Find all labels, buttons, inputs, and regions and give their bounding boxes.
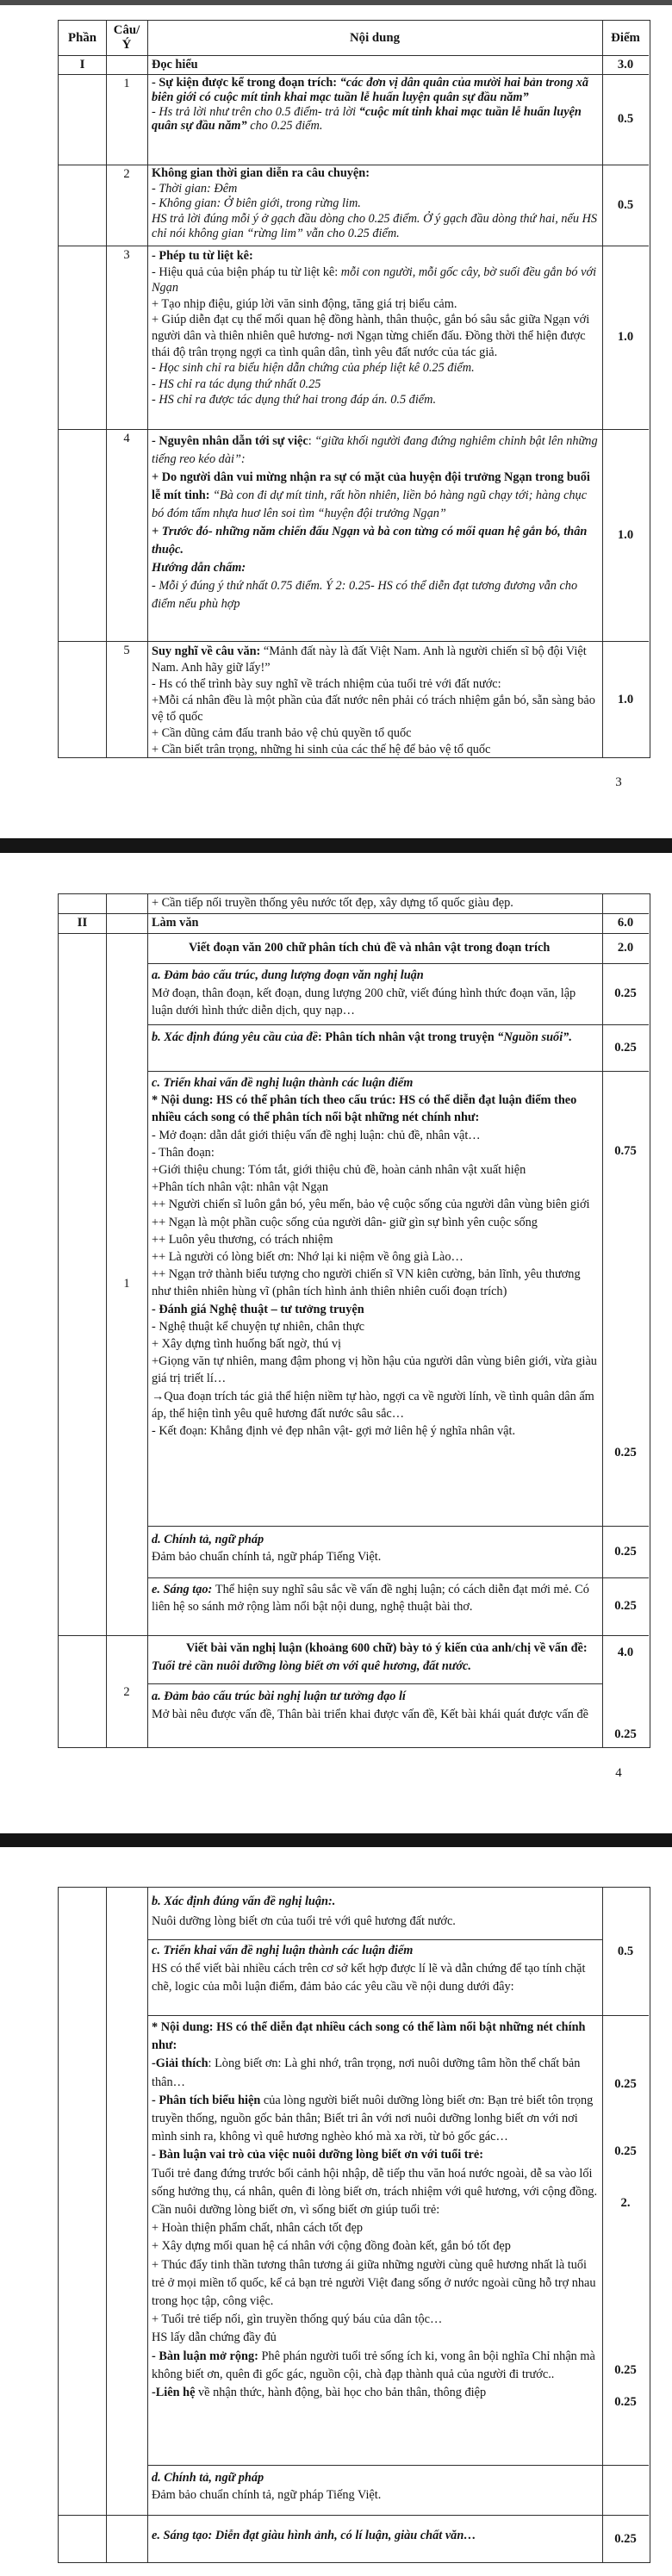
content-paragraph [152,676,599,693]
score-cell [602,246,649,429]
text-segment: Không gian thời gian diễn ra câu chuyện: [152,166,370,180]
rubric-row-content [147,963,602,1024]
score-value: 6.0 [617,916,634,930]
column-header-diem [602,21,649,55]
rubric-table-doc-hieu [58,20,650,758]
text-segment: +Phân tích nhân vật: nhân vật Ngạn [152,1180,328,1195]
content-paragraph [152,1231,599,1248]
text-segment: + Tạo nhịp điệu, giúp lời văn sinh động, tăng giá trị biểu cảm. [152,296,457,311]
content-paragraph [152,1706,599,1724]
score-value: 0.25 [614,2144,637,2158]
content-paragraph [152,1892,599,1912]
text-segment: Hướng dẫn chấm: [152,561,246,575]
score-cell [602,55,649,74]
text-segment: “Bà con đi dự mít tinh, rất hồn nhiên, liền bỏ hàng ngũ chạy tới; hàng chục bó đóm tấm nhựa huơ lên soi tìm “huyện đội trưởng Ngạn” [152,488,588,520]
content-paragraph [152,895,599,911]
score-value: 0.25 [614,986,637,1000]
content-paragraph [152,2219,599,2237]
content-paragraph [152,376,599,393]
score-value: 0.25 [614,2363,637,2377]
text-segment: Nuôi dưỡng lòng biết ơn của tuổi trẻ với quê hương đất nước. [152,1914,456,1928]
text-segment: Đảm bảo chuẩn chính tả, ngữ pháp Tiếng Việt. [152,2488,382,2502]
text-segment: - Hiệu quả của biện pháp tu từ liệt kê: [152,264,341,279]
score-cell [602,2015,649,2465]
cau-cell [106,246,147,266]
text-segment: - Bàn luận mở rộng: [152,2349,262,2363]
text-segment: ++ Ngạn là một phần cuộc sống của người dân- giữ gìn sự bình yên cuộc sống [152,1215,538,1229]
text-segment: e. Sáng tạo: Diễn đạt giàu hình ảnh, có lí luận, giàu chất văn… [152,2529,476,2542]
cau-label: 1 [123,77,130,90]
content-paragraph [152,1144,599,1161]
text-segment: - Phân tích biểu hiện [152,2093,264,2107]
content-paragraph [152,196,599,212]
text-segment: + Trước đó- những năm chiến đấu Ngạn và bà con từng có mối quan hệ gắn bó, thân thuộc. [152,525,588,557]
content-paragraph [152,1092,599,1126]
score-cell [602,74,649,165]
content-paragraph [152,1179,599,1196]
score-value: 0.5 [617,1944,634,1958]
score-value: 4.0 [617,1646,634,1659]
cau-cell [106,165,147,185]
text-segment: + Cần tiếp nối truyền thống yêu nước tốt đẹp, xây dựng tổ quốc giàu đẹp. [152,896,513,910]
text-segment: : Lòng biết ơn: Là ghi nhớ, trân trọng, nơi nuôi dưỡng tâm hồn thể chất bản thân… [152,2056,581,2089]
phan-cell [59,913,106,933]
content-paragraph [152,559,599,577]
content-paragraph [152,1942,599,1960]
text-segment: →Qua đoạn trích tác giả thể hiện niềm tự hào, ngợi ca về người lính, về tình quân dân ấm áp, thể hiện tình yêu quê hương đất nước sâu sắc… [152,1389,594,1421]
cau-cell [106,641,147,662]
content-paragraph [152,2055,599,2091]
content-paragraph [152,1196,599,1213]
score-value: 1.0 [617,330,634,344]
cau-label: 4 [123,432,130,445]
text-segment: * Nội dung: HS có thể diễn đạt nhiều cách song có thể làm nổi bật những nét chính như: [152,2020,586,2053]
text-segment: +Giọng văn tự nhiên, mang đậm phong vị hồn hậu của người dân vùng biên giới, vừa giàu giá trị triết lí… [152,1354,597,1386]
page-separator-bar-1 [0,838,672,853]
content-paragraph [152,2486,599,2504]
text-segment: - Kết đoạn: Khẳng định vẻ đẹp nhân vật- gợi mở liên hệ ý nghĩa nhân vật. [152,1424,516,1439]
text-segment: Suy nghĩ về câu văn: [152,644,264,658]
content-paragraph [152,1214,599,1231]
score-value: 0.5 [617,112,634,126]
text-segment: + Tuổi trẻ tiếp nối, gìn truyền thống quý báu của dân tộc… [152,2312,443,2327]
content-paragraph [152,1422,599,1440]
content-paragraph [152,1266,599,1300]
text-segment: “Nguồn suối”. [497,1030,572,1044]
column-header-label: Điểm [611,30,640,45]
content-paragraph [152,2348,599,2384]
content-paragraph [152,1531,599,1548]
text-segment: : Phân tích nhân vật trong truyện [318,1030,498,1044]
rubric-row-content [147,913,602,933]
text-segment: ++ Ngạn trở thành biểu tượng cho người chiến sĩ VN kiên cường, bản lĩnh, yêu thương như thiên nhiên hùng vĩ (phân tích hình ảnh thiên nhiên cuối đoạn trích) [152,1267,581,1299]
content-paragraph [152,2019,599,2055]
score-cell [602,429,649,641]
text-segment: ++ Người chiến sĩ luôn gắn bó, yêu mến, bảo vệ cuộc sống của người dân vùng biên giới [152,1198,590,1212]
score-cell [602,1635,649,1749]
text-segment: Đảm bảo chuẩn chính tả, ngữ pháp Tiếng Việt. [152,1550,382,1564]
rubric-table-lam-van-tiep [58,1887,650,2563]
content-paragraph [152,76,599,105]
content-paragraph [152,2469,599,2486]
cau-cell [106,1635,147,1749]
content-paragraph [152,2165,599,2220]
content-paragraph [152,1388,599,1422]
text-segment: “Mảnh đất này là đất Việt Nam. Anh là người chiến sĩ bộ đội Việt Nam. Anh hãy giữ lấy!” [152,644,587,675]
content-paragraph [152,248,599,264]
score-cell [602,1024,649,1071]
score-cell [602,963,649,1024]
content-paragraph [152,2329,599,2347]
text-segment: + Cần dũng cảm đấu tranh bảo vệ chủ quyền tổ quốc [152,726,412,740]
content-paragraph [152,2092,599,2147]
text-segment: HS trả lời đúng mỗi ý ở gạch đầu dòng cho 0.25 điểm. Ở ý gạch đầu dòng thứ hai, nếu HS chỉ nói không gian “rừng lim” vẫn cho 0.25 điểm. [152,211,598,241]
text-segment: + Xây dựng tình huống bất ngờ, thú vị [152,1337,341,1352]
text-segment: d. Chính tả, ngữ pháp [152,1533,264,1546]
score-cell [602,641,649,759]
text-segment: “cuộc mít tinh khai mạc tuần lễ huấn luyện quân sự đầu năm” [152,104,582,134]
score-cell [602,165,649,246]
content-paragraph [152,1335,599,1353]
column-header-label: Phần [68,30,96,45]
text-segment: - HS chỉ ra được tác dụng thứ hai trong đáp án. 0.5 điểm. [152,393,437,408]
rubric-row-content [147,429,602,641]
text-segment: Tuổi trẻ đang đứng trước bối cảnh hội nhập, dễ tiếp thu văn hoá nước ngoài, dễ sa vào lối sống hưởng thụ, cá nhân, quên đi lòng biết ơn, trách nhiệm với quê hương, với cộng đồng. Cần nuôi dưỡng lòng biết ơn, vì sống biết ơn giúp tuổi trẻ: [152,2166,598,2218]
text-segment: Mở đoạn, thân đoạn, kết đoạn, dung lượng 200 chữ, viết đúng hình thức đoạn văn, lập luận dưới hình thức diễn dịch, quy nạp… [152,986,576,1017]
rubric-row-content [147,1683,602,1749]
cau-label: 2 [123,167,130,181]
content-paragraph [152,1161,599,1179]
text-segment: của lòng người biết nuôi dưỡng lòng biết ơn: Bạn trẻ biết tôn trọng truyền thống, nguồn gốc bản thân; Biết tri ân với nơi nuôi dưỡng lonhg biết ơn với nơi mình sinh ra, không vì quê hương nghèo khó mà xa rời, từ bỏ gốc gác… [152,2093,594,2144]
score-value: 0.25 [614,1544,637,1559]
phan-cell [59,55,106,74]
text-segment: cho 0.25 điểm. [246,119,323,134]
text-segment: ++ Luôn yêu thương, có trách nhiệm [152,1232,333,1247]
content-paragraph [152,105,599,134]
content-paragraph [152,577,599,613]
text-segment: : [308,434,315,448]
cau-label: 2 [123,1684,130,1699]
content-paragraph [152,1688,599,1706]
content-paragraph [152,1318,599,1335]
cau-label: 5 [123,644,130,657]
text-segment: - Mỗi ý đúng ý thứ nhất 0.75 điểm. Ý 2: 0.25- HS có thể diễn đạt tương đương vẫn cho điểm nếu phù hợp [152,579,578,611]
score-value: 0.25 [614,1446,637,1459]
table-column-border [106,1888,107,2562]
content-paragraph [152,1301,599,1318]
content-paragraph [189,939,599,956]
content-paragraph [152,725,599,742]
text-segment: về nhận thức, hành động, bài học cho bản thân, thông điệp [198,2386,487,2400]
score-value: 0.25 [614,1040,637,1055]
column-header-noi-dung [147,21,602,55]
content-paragraph [152,432,599,469]
rubric-row-content [147,2515,602,2564]
content-paragraph [152,360,599,376]
cau-label: 1 [123,1277,130,1291]
text-segment: - Thân đoạn: [152,1145,215,1160]
text-segment: Viết bài văn nghị luận (khoảng 600 chữ) bày tỏ ý kiến của anh/chị về vấn đề: [186,1641,588,1655]
content-paragraph [152,312,599,360]
content-paragraph [152,967,599,985]
phan-label: II [77,916,88,930]
content-paragraph [152,1640,599,1676]
score-value: 2.0 [617,941,634,955]
text-segment: + Cần biết trân trọng, những hi sinh của các thế hệ để bảo vệ tổ quốc [152,743,491,756]
score-value: 0.25 [614,2395,637,2409]
score-value: 0.25 [614,1599,637,1613]
text-segment: - Hs có thể trình bày suy nghĩ về trách nhiệm của tuổi trẻ với đất nước: [152,677,501,691]
content-paragraph [152,523,599,559]
text-segment: - Hs trả lời như trên cho 0.5 điểm- trả lời [152,104,359,119]
text-segment: b. Xác định đúng yêu cầu của đề [152,1030,319,1044]
score-value: 0.25 [614,2532,637,2546]
score-cell [602,1888,649,2015]
phan-label: I [79,57,85,72]
text-segment: - Mở đoạn: dẫn dắt giới thiệu vấn đề nghị luận: chủ đề, nhân vật… [152,1128,481,1142]
score-cell [602,1526,649,1577]
score-cell [602,1071,649,1526]
column-header-cau-y [106,21,147,55]
text-segment: - Bàn luận vai trò của việc nuôi dưỡng lòng biết ơn với tuổi trẻ: [152,2148,484,2162]
content-paragraph [152,985,599,1020]
content-paragraph [152,915,599,931]
text-segment: - Đánh giá Nghệ thuật – tư tưởng truyện [152,1302,364,1316]
score-cell [602,2465,649,2515]
content-paragraph [152,57,599,72]
text-segment: + Do người dân vui mừng nhận ra sự có mặt của huyện đội trưởng Ngạn trong buổi lễ mít tinh: [152,470,590,502]
rubric-row-content [147,2015,602,2465]
score-value: 0.75 [614,1144,637,1158]
content-paragraph [152,742,599,758]
text-segment: Tuổi trẻ cần nuôi dưỡng lòng biết ơn với quê hương, đất nước. [152,1659,471,1673]
text-segment: Mở bài nêu được vấn đề, Thân bài triển khai được vấn đề, Kết bài khái quát được vấn đề [152,1707,588,1721]
rubric-row-content [147,1888,602,1939]
text-segment: + Hoàn thiện phẩm chất, nhân cách tốt đẹp [152,2221,364,2236]
score-value: 0.25 [614,2077,637,2091]
text-segment: - Phép tu từ liệt kê: [152,249,253,263]
text-segment: mỗi con người, mỗi gốc cây, bờ suối đều gắn bó với Ngạn [152,264,597,296]
content-paragraph [152,1029,599,1046]
content-paragraph [152,264,599,296]
rubric-row-content [147,933,602,963]
score-value: 0.5 [617,197,634,212]
text-segment: - Không gian: Ở biên giới, trong rừng lim. [152,196,361,211]
rubric-table-lam-van [58,893,650,1748]
page-separator-bar-2 [0,1833,672,1847]
content-paragraph [152,469,599,523]
content-paragraph [152,2146,599,2164]
rubric-row-content [147,1526,602,1577]
content-paragraph [152,182,599,197]
score-value: 1.0 [617,527,634,542]
content-paragraph [152,644,599,676]
column-header-label: Nội dung [350,30,400,45]
text-segment: - Nguyên nhân dẫn tới sự việc [152,434,308,448]
score-value: 3.0 [617,57,634,72]
top-gray-bar [0,0,672,5]
rubric-row-content [147,641,602,759]
content-paragraph [152,296,599,313]
content-paragraph [152,1248,599,1266]
content-paragraph [152,2384,599,2402]
text-segment: + Thúc đẩy tinh thần tương thân tương ái giữa những người cùng quê hương nhất là tuổi trẻ ở mọi miền tổ quốc, kể cả bạn trẻ người Việt đang sống ở nước ngoài cũng hỗ trợ nhau trong học tập, công việc. [152,2257,596,2309]
content-paragraph [152,2256,599,2312]
score-value: 0.25 [614,1727,637,1741]
text-segment: HS có thể viết bài nhiều cách trên cơ sở kết hợp được lí lẽ và dẫn chứng để tạo tính chặt chẽ, logic của mỗi luận điểm, đảm bảo các yêu cầu về nội dung dưới đây: [152,1962,586,1994]
text-segment: a. Đảm bảo cấu trúc, dung lượng đoạn văn nghị luận [152,968,424,982]
text-segment: -Liên hệ [152,2386,199,2400]
text-segment: e. Sáng tạo: [152,1583,215,1596]
rubric-row-content [147,1939,602,2015]
cau-label: 3 [123,248,130,262]
text-segment: b. Xác định đúng vấn đề nghị luận:. [152,1895,336,1908]
content-paragraph [152,392,599,408]
text-segment: - Nghệ thuật kể chuyện tự nhiên, chân thực [152,1319,364,1334]
score-value: 2. [620,2196,631,2210]
text-segment: + Giúp diễn đạt cụ thể mối quan hệ đồng hành, thân thuộc, gắn bó sâu sắc giữa Ngạn với người dân và thiên nhiên quê hương- nơi Ngạn từng chiến đấu. Đồng thời thể hiện được thái độ trân trọng ngợi ca tình quân dân, tình yêu đất nước của tác giả. [152,313,590,359]
text-segment: HS lấy dẫn chứng đầy đủ [152,2330,277,2345]
rubric-row-content [147,1071,602,1526]
rubric-row-content [147,1577,602,1635]
text-segment: “giữa khối người đang đứng nghiêm chỉnh bật lên những tiếng reo kéo dài”: [152,434,598,466]
text-segment: -Giải thích [152,2056,208,2071]
rubric-row-content [147,2465,602,2515]
content-paragraph [152,166,599,182]
score-cell [602,1577,649,1635]
text-segment: c. Triển khai vấn đề nghị luận thành các luận điểm [152,1944,414,1957]
score-cell [602,913,649,933]
text-segment: - Học sinh chỉ ra biểu hiện dẫn chứng của phép liệt kê 0.25 điểm. [152,361,475,376]
text-segment: c. Triển khai vấn đề nghị luận thành các luận điểm [152,1076,414,1090]
rubric-row-content [147,894,602,913]
score-cell [602,2515,649,2564]
text-segment: Làm văn [152,916,199,930]
rubric-row-content [147,246,602,429]
page-number: 3 [615,775,622,789]
content-paragraph [152,1074,599,1092]
text-segment: +Mỗi cá nhân đều là một phần của đất nước nên phải có trách nhiệm gắn bó, sẵn sàng bảo vệ tổ quốc [152,694,595,724]
text-segment: Viết đoạn văn 200 chữ phân tích chủ đề và nhân vật trong đoạn trích [189,941,551,955]
text-segment: + Xây dựng mối quan hệ cá nhân với cộng đồng đoàn kết, gắn bó tốt đẹp [152,2239,511,2254]
content-paragraph [152,693,599,725]
page-number: 4 [615,1766,622,1780]
text-segment: - HS chỉ ra tác dụng thứ nhất 0.25 [152,376,321,391]
rubric-row-content [147,1024,602,1071]
content-paragraph [152,1548,599,1565]
text-segment: * Nội dung: HS có thể phân tích theo cấu trúc: HS có thể diễn đạt luận điểm theo nhiều cách song có thể phân tích nổi bật những nét chính như: [152,1093,577,1125]
text-segment: Thể hiện suy nghĩ sâu sắc về vấn đề nghị luận; có cách diễn đạt mới mẻ. Có liên hệ so sánh mở rộng làm nổi bật nội dung, nghệ thuật bài thơ. [152,1583,589,1614]
content-paragraph [152,2237,599,2256]
text-segment: “các đơn vị dân quân của mười hai bản trong xã biên giới có cuộc mít tinh khai mạc tuần lễ huấn luyện quân sự đầu năm” [152,76,589,104]
text-segment: Đọc hiểu [152,58,198,72]
text-segment: ++ Là người có lòng biết ơn: Nhớ lại ki niệm về ông già Lào… [152,1250,464,1265]
rubric-row-content [147,165,602,246]
content-paragraph [152,2311,599,2329]
rubric-row-content [147,1635,602,1683]
text-segment: - Sự kiện được kể trong đoạn trích: [152,76,340,90]
text-segment: d. Chính tả, ngữ pháp [152,2471,264,2485]
text-segment: a. Đảm bảo cấu trúc bài nghị luận tư tưởng đạo lí [152,1689,406,1703]
column-header-label: Câu/ [113,23,140,37]
score-cell [602,933,649,963]
content-paragraph [152,1127,599,1144]
content-paragraph [152,1960,599,1996]
text-segment: Phê phán người tuổi trẻ sống ích ki, vong ân bội nghĩa Chỉ nhận mà không biết ơn, quên đi gốc gác, nguồn cội, chà đạp thành quả của người đi trước.. [152,2349,595,2381]
content-paragraph [152,1581,599,1615]
column-header-label: Ý [121,38,132,52]
cau-cell [106,74,147,95]
cau-cell [106,933,147,1635]
rubric-row-content [147,55,602,74]
content-paragraph [152,2527,599,2544]
cau-cell [106,429,147,450]
content-paragraph [152,212,599,242]
text-segment: +Giới thiệu chung: Tóm tắt, giới thiệu chủ đề, hoàn cảnh nhân vật xuất hiện [152,1163,526,1178]
content-paragraph [152,1353,599,1387]
content-paragraph [152,1912,599,1932]
text-segment: - Thời gian: Đêm [152,181,238,196]
rubric-row-content [147,74,602,165]
score-value: 1.0 [617,693,634,706]
column-header-phan [59,21,106,55]
